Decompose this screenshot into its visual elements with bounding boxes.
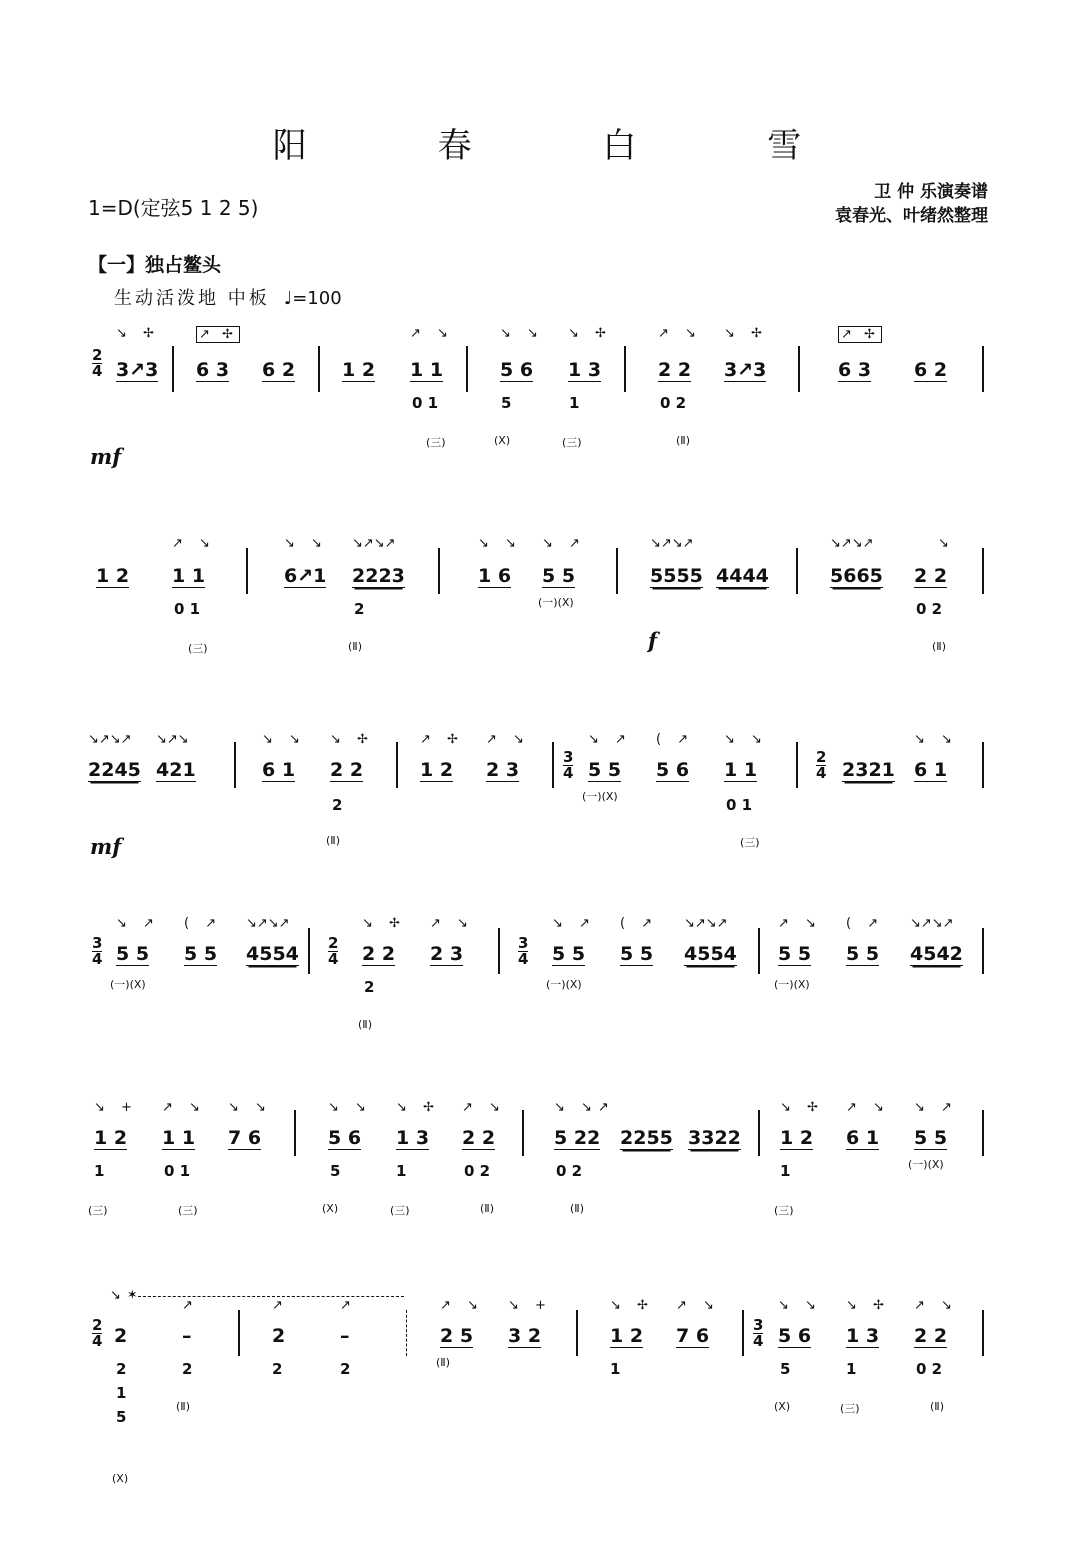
- technique-mark: ↗ ↘: [410, 326, 454, 341]
- technique-mark: ↘↗↘: [156, 732, 189, 747]
- technique-mark: ↗ ↘: [486, 732, 530, 747]
- technique-mark: ↘ ↗: [542, 536, 586, 551]
- bar-line: [234, 742, 236, 788]
- staff-row-4: [0, 914, 1074, 1044]
- string-indicator: (三): [178, 1204, 198, 1217]
- bar-line: [982, 928, 984, 974]
- string-indicator: (一)(X): [546, 978, 582, 991]
- note-group: 1 2: [780, 1127, 814, 1149]
- note-group: 5 5: [116, 943, 150, 965]
- note-group: 2 2: [658, 359, 692, 381]
- note-group: 7 6: [228, 1127, 262, 1149]
- note-group: 1 2: [96, 565, 130, 587]
- technique-mark: ( ↗: [184, 916, 223, 931]
- technique-mark: ↘ ✢: [330, 732, 374, 747]
- note-group: 6 2: [262, 359, 296, 381]
- lower-note: 2: [272, 1360, 283, 1378]
- bar-line: [466, 346, 468, 392]
- note-group: 3 2: [508, 1325, 542, 1347]
- technique-mark: ↗ ↘: [440, 1298, 484, 1313]
- note-group: 1 1: [410, 359, 444, 381]
- bar-line: [796, 548, 798, 594]
- staff-row-1: [0, 320, 1074, 470]
- string-indicator: (Ⅱ): [436, 1356, 450, 1369]
- dynamic-marking: mf: [90, 444, 122, 469]
- note-group: 1 2: [342, 359, 376, 381]
- lower-note: 0 2: [660, 394, 687, 412]
- technique-mark: ↘ ↘: [228, 1100, 272, 1115]
- note-group: 3322: [688, 1127, 741, 1149]
- technique-mark: ↘ ↘: [262, 732, 306, 747]
- technique-mark: ↗ ↘: [778, 916, 822, 931]
- note-group: 1 2: [94, 1127, 128, 1149]
- technique-mark: ↗ ↘: [172, 536, 216, 551]
- technique-mark: ↗ ↘: [430, 916, 474, 931]
- note-group: 6 2: [914, 359, 948, 381]
- note-group: 1 3: [846, 1325, 880, 1347]
- bar-line: [396, 742, 398, 788]
- note-group: 6↗1: [284, 565, 327, 587]
- bar-line: [982, 346, 984, 392]
- technique-mark: ↗ ✢: [838, 326, 882, 343]
- bar-line: [552, 742, 554, 788]
- note-group: 5 6: [328, 1127, 362, 1149]
- note-group: 5 5: [846, 943, 880, 965]
- bar-line: [796, 742, 798, 788]
- note-group: 2: [114, 1325, 128, 1347]
- dynamic-marking: mf: [90, 834, 122, 859]
- string-indicator: (Ⅱ): [676, 434, 690, 447]
- note-group: 4444: [716, 565, 769, 587]
- technique-mark: ↘ ✢: [362, 916, 406, 931]
- staff-row-5: [0, 1098, 1074, 1228]
- metronome-mark: ♩=100: [283, 288, 342, 309]
- technique-mark: ↘ ↘: [778, 1298, 822, 1313]
- note-group: 5 5: [542, 565, 576, 587]
- trill-extension: [138, 1296, 404, 1297]
- note-group: 5 5: [184, 943, 218, 965]
- technique-mark: ↗ ↘: [914, 1298, 958, 1313]
- bar-line: [982, 548, 984, 594]
- technique-mark: ↘ +: [94, 1100, 138, 1115]
- technique-mark: ↘✶: [110, 1288, 144, 1303]
- note-group: 5555: [650, 565, 703, 587]
- technique-mark: ↘ ✢: [568, 326, 612, 341]
- technique-mark: ↘ ↘: [724, 732, 768, 747]
- technique-mark: ↘↗↘↗: [352, 536, 396, 551]
- bar-line: [294, 1110, 296, 1156]
- bar-line: [522, 1110, 524, 1156]
- bar-line: [982, 1310, 984, 1356]
- credit-performer: 卫 仲 乐演奏谱: [874, 182, 988, 202]
- lower-note: 1: [569, 394, 580, 412]
- string-indicator: (一)(X): [110, 978, 146, 991]
- lower-note: 5: [330, 1162, 341, 1180]
- bar-line: [318, 346, 320, 392]
- technique-mark: ↗: [182, 1298, 199, 1313]
- technique-mark: ↘↗↘↗: [650, 536, 694, 551]
- note-group: 1 1: [162, 1127, 196, 1149]
- string-indicator: (Ⅱ): [326, 834, 340, 847]
- note-group: 1 6: [478, 565, 512, 587]
- technique-mark: ↘ +: [508, 1298, 552, 1313]
- note-group: 2245: [88, 759, 141, 781]
- technique-mark: ↘↗↘↗: [830, 536, 874, 551]
- lower-note: 2: [364, 978, 375, 996]
- string-indicator: (Ⅱ): [570, 1202, 584, 1215]
- bar-line: [982, 1110, 984, 1156]
- note-group: 2223: [352, 565, 405, 587]
- key-signature: 1=D(定弦5 1 2 5): [88, 196, 259, 220]
- technique-mark: ↗: [272, 1298, 289, 1313]
- bar-line: [308, 928, 310, 974]
- technique-mark: ( ↗: [620, 916, 659, 931]
- lower-note: 2: [354, 600, 365, 618]
- technique-mark: ↘ ✢: [724, 326, 768, 341]
- technique-mark: ↘ ↗: [552, 916, 596, 931]
- technique-mark: ↗ ↘: [658, 326, 702, 341]
- bar-line: [982, 742, 984, 788]
- string-indicator: (一)(X): [908, 1158, 944, 1171]
- string-indicator: (三): [562, 436, 582, 449]
- technique-mark: ↘: [938, 536, 955, 551]
- string-indicator: (X): [494, 434, 511, 447]
- note-group: 5 5: [778, 943, 812, 965]
- technique-mark: ↘↗↘↗: [88, 732, 132, 747]
- bar-line: [438, 548, 440, 594]
- note-group: 5 6: [778, 1325, 812, 1347]
- section-heading: 【一】独占鳌头: [88, 254, 222, 276]
- lower-note: 1: [94, 1162, 105, 1180]
- note-group: 1 2: [420, 759, 454, 781]
- string-indicator: (三): [774, 1204, 794, 1217]
- technique-mark: ↘ ↘: [284, 536, 328, 551]
- technique-mark: ↘ ✢: [116, 326, 160, 341]
- lower-note: 0 2: [556, 1162, 583, 1180]
- string-indicator: (Ⅱ): [176, 1400, 190, 1413]
- technique-mark: ↗ ↘: [846, 1100, 890, 1115]
- technique-mark: ↗ ↘: [462, 1100, 506, 1115]
- note-group: 4554: [684, 943, 737, 965]
- note-group: 2 2: [914, 1325, 948, 1347]
- note-group: 5 5: [620, 943, 654, 965]
- technique-mark: ↘ ↗: [914, 1100, 958, 1115]
- technique-mark: ↘ ↘↗: [554, 1100, 615, 1115]
- technique-mark: ( ↗: [846, 916, 885, 931]
- string-indicator: (Ⅱ): [480, 1202, 494, 1215]
- staff-row-2: [0, 534, 1074, 664]
- staff-row-6: [0, 1288, 1074, 1508]
- note-group: 1 1: [172, 565, 206, 587]
- note-group: 2 3: [486, 759, 520, 781]
- note-group: 3↗3: [724, 359, 767, 381]
- note-group: 1 3: [568, 359, 602, 381]
- bar-line: [758, 928, 760, 974]
- note-group: 421: [156, 759, 196, 781]
- dynamic-marking: f: [648, 628, 658, 653]
- note-group: 2 2: [330, 759, 364, 781]
- note-group: 2 3: [430, 943, 464, 965]
- string-indicator: (一)(X): [538, 596, 574, 609]
- lower-note: 0 1: [412, 394, 439, 412]
- note-group: 2: [272, 1325, 286, 1347]
- note-group: 2255: [620, 1127, 673, 1149]
- note-group: 6 1: [914, 759, 948, 781]
- string-indicator: (三): [390, 1204, 410, 1217]
- technique-mark: ( ↗: [656, 732, 695, 747]
- bar-line: [624, 346, 626, 392]
- string-indicator: (三): [188, 642, 208, 655]
- technique-mark: ↘ ↗: [588, 732, 632, 747]
- note-group: 5 22: [554, 1127, 601, 1149]
- string-indicator: (三): [740, 836, 760, 849]
- note-group: 2 2: [462, 1127, 496, 1149]
- technique-mark: ↗ ↘: [162, 1100, 206, 1115]
- time-signature: 2 4: [92, 346, 103, 380]
- note-group: 6 3: [838, 359, 872, 381]
- note-group: 6 1: [846, 1127, 880, 1149]
- time-signature: 2 4: [328, 934, 339, 968]
- time-signature: 3 4: [563, 748, 574, 782]
- credits: [835, 180, 988, 228]
- technique-mark: ↘ ✢: [610, 1298, 654, 1313]
- note-group: 1 3: [396, 1127, 430, 1149]
- string-indicator: (三): [88, 1204, 108, 1217]
- bar-line: [172, 346, 174, 392]
- lower-note: 0 1: [726, 796, 753, 814]
- lower-note: 2: [182, 1360, 193, 1378]
- lower-note: 1: [610, 1360, 621, 1378]
- tempo-marking: [114, 284, 342, 310]
- note-group: 4542: [910, 943, 963, 965]
- bar-line: [742, 1310, 744, 1356]
- lower-note: 1: [116, 1384, 127, 1402]
- lower-note: 2: [340, 1360, 351, 1378]
- technique-mark: ↘ ↘: [914, 732, 958, 747]
- lower-note: 1: [780, 1162, 791, 1180]
- lower-note: 0 2: [916, 600, 943, 618]
- string-indicator: (Ⅱ): [358, 1018, 372, 1031]
- lower-note: 1: [846, 1360, 857, 1378]
- bar-line: [798, 346, 800, 392]
- bar-line: [406, 1310, 407, 1356]
- time-signature: 2 4: [92, 1316, 103, 1350]
- lower-note: 5: [116, 1408, 127, 1426]
- note-group: 2 2: [362, 943, 396, 965]
- note-group: 5665: [830, 565, 883, 587]
- credit-arrangers: 袁春光、叶绪然整理: [835, 206, 988, 226]
- string-indicator: (Ⅱ): [930, 1400, 944, 1413]
- string-indicator: (一)(X): [582, 790, 618, 803]
- note-group: 2 2: [914, 565, 948, 587]
- note-group: 5 5: [552, 943, 586, 965]
- note-group: 5 6: [500, 359, 534, 381]
- note-group: 2321: [842, 759, 895, 781]
- bar-line: [576, 1310, 578, 1356]
- bar-line: [238, 1310, 240, 1356]
- string-indicator: (三): [426, 436, 446, 449]
- lower-note: 2: [332, 796, 343, 814]
- technique-mark: ↗: [340, 1298, 357, 1313]
- note-group: 5 5: [588, 759, 622, 781]
- string-indicator: (Ⅱ): [932, 640, 946, 653]
- bar-line: [498, 928, 500, 974]
- technique-mark: ↘ ✢: [846, 1298, 890, 1313]
- technique-mark: ↘ ↘: [328, 1100, 372, 1115]
- bar-line: [616, 548, 618, 594]
- note-group: –: [182, 1325, 192, 1347]
- technique-mark: ↘↗↘↗: [910, 916, 954, 931]
- note-group: 5 5: [914, 1127, 948, 1149]
- note-group: 7 6: [676, 1325, 710, 1347]
- lower-note: 5: [501, 394, 512, 412]
- lower-note: 2: [116, 1360, 127, 1378]
- technique-mark: ↘ ✢: [780, 1100, 824, 1115]
- bar-line: [758, 1110, 760, 1156]
- technique-mark: ↘ ↗: [116, 916, 160, 931]
- string-indicator: (X): [112, 1472, 129, 1485]
- page-title: 阳 春 白 雪: [272, 126, 862, 166]
- bar-line: [246, 548, 248, 594]
- note-group: –: [340, 1325, 350, 1347]
- string-indicator: (X): [774, 1400, 791, 1413]
- technique-mark: ↗ ✢: [420, 732, 464, 747]
- string-indicator: (三): [840, 1402, 860, 1415]
- note-group: 5 6: [656, 759, 690, 781]
- technique-mark: ↘ ✢: [396, 1100, 440, 1115]
- note-group: 1 2: [610, 1325, 644, 1347]
- lower-note: 1: [396, 1162, 407, 1180]
- technique-mark: ↗ ↘: [676, 1298, 720, 1313]
- string-indicator: (一)(X): [774, 978, 810, 991]
- string-indicator: (Ⅱ): [348, 640, 362, 653]
- note-group: 4554: [246, 943, 299, 965]
- technique-mark: ↘ ↘: [478, 536, 522, 551]
- technique-mark: ↗ ✢: [196, 326, 240, 343]
- lower-note: 0 2: [916, 1360, 943, 1378]
- technique-mark: ↘↗↘↗: [246, 916, 290, 931]
- lower-note: 5: [780, 1360, 791, 1378]
- time-signature: 3 4: [753, 1316, 764, 1350]
- note-group: 6 3: [196, 359, 230, 381]
- tempo-text: 生动活泼地 中板: [114, 288, 270, 309]
- lower-note: 0 2: [464, 1162, 491, 1180]
- technique-mark: ↘↗↘↗: [684, 916, 728, 931]
- note-group: 3↗3: [116, 359, 159, 381]
- time-signature: 3 4: [92, 934, 103, 968]
- technique-mark: ↘ ↘: [500, 326, 544, 341]
- note-group: 1 1: [724, 759, 758, 781]
- staff-row-3: [0, 730, 1074, 870]
- string-indicator: (X): [322, 1202, 339, 1215]
- time-signature: 3 4: [518, 934, 529, 968]
- lower-note: 0 1: [164, 1162, 191, 1180]
- lower-note: 0 1: [174, 600, 201, 618]
- time-signature: 2 4: [816, 748, 827, 782]
- note-group: 6 1: [262, 759, 296, 781]
- note-group: 2 5: [440, 1325, 474, 1347]
